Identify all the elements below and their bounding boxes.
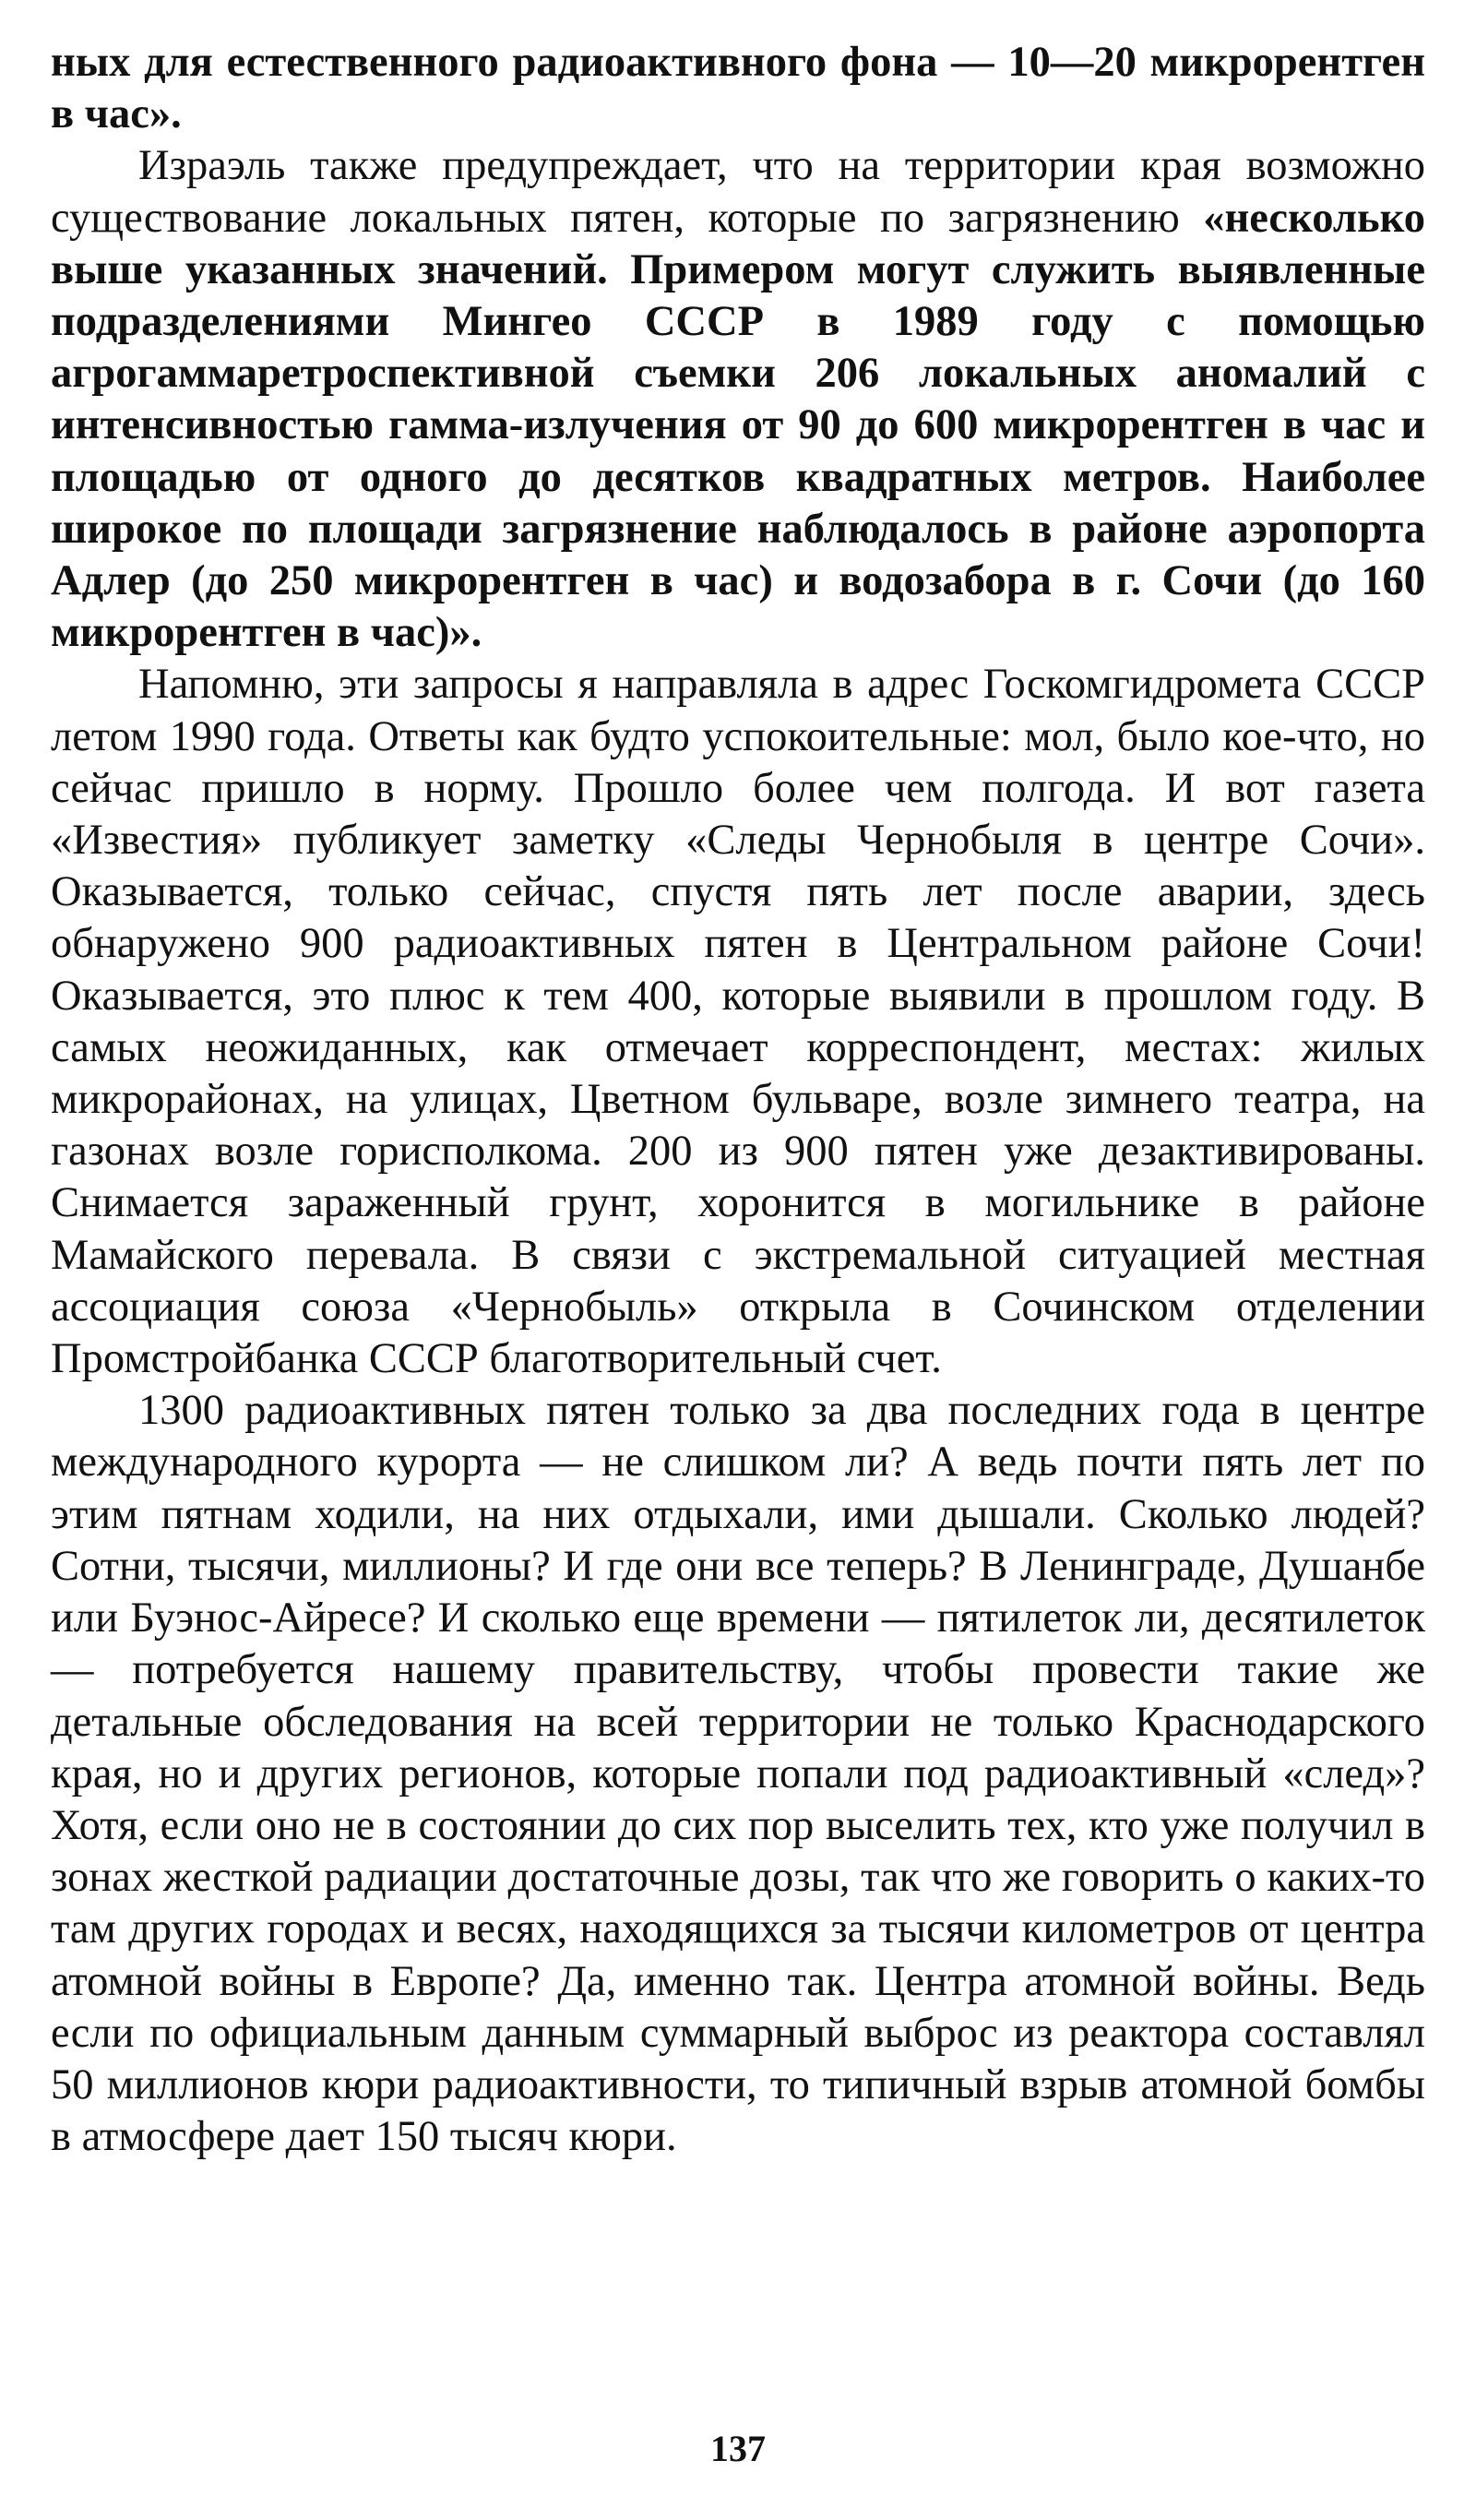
paragraph-4 bbox=[51, 1385, 1425, 2163]
paragraph-2-regular-text: Израэль также предупреждает, что на территории края возможно существование локальных пятен, которые по загрязнению bbox=[51, 142, 1425, 242]
paragraph-1-bold-text: ных для естественного радиоактивного фона — 10—20 микрорентген в час». bbox=[51, 39, 1425, 138]
paragraph-3 bbox=[51, 659, 1425, 1385]
page-number: 137 bbox=[710, 2428, 766, 2469]
paragraph-2-bold-quote: «несколько выше указанных значений. Примером могут служить выявленные подразделениями Мингео СССР в 1989 году с помощью агрогаммаретроспективной съемки 206 локальных аномалий с интенсивностью гамма-излучения от 90 до 600 микрорентген в час и площадью от одного до десятков квадратных метров. Наиболее широкое по площади загрязнение наблюдалось в районе аэропорта Адлер (до 250 микрорентген в час) и водозабора в г. Сочи (до 160 микрорентген в час)». bbox=[51, 194, 1425, 657]
paragraph-1 bbox=[51, 37, 1425, 140]
body-text bbox=[51, 37, 1425, 2163]
paragraph-2 bbox=[51, 140, 1425, 659]
paragraph-4-text: 1300 радиоактивных пятен только за два последних года в центре международного курорта — не слишком ли? А ведь почти пять лет по этим пятнам ходили, на них отдыхали, ими дышали. Сколько людей? Сотни, тысячи, миллионы? И где они все теперь? В Ленинграде, Душанбе или Буэнос-Айресе? И сколько еще времени — пятилеток ли, десятилеток — потребуется нашему правительству, чтобы провести такие же детальные обследования на всей территории не только Краснодарского края, но и других регионов, которые попали под радиоактивный «след»? Хотя, если оно не в состоянии до сих пор выселить тех, кто уже получил в зонах жесткой радиации достаточные дозы, так что же говорить о каких-то там других городах и весях, находящихся за тысячи километров от центра атомной войны в Европе? Да, именно так. Центра атомной войны. Ведь если по официальным данным суммарный выброс из реактора составлял 50 миллионов кюри радиоактивности, то типичный взрыв атомной бомбы в атмосфере дает 150 тысяч кюри. bbox=[51, 1387, 1425, 2161]
paragraph-3-text: Напомню, эти запросы я направляла в адрес Госкомгидромета СССР летом 1990 года. Ответы как будто успокоительные: мол, было кое-что, но сейчас пришло в норму. Прошло более чем полгода. И вот газета «Известия» публикует заметку «Следы Чернобыля в центре Сочи». Оказывается, только сейчас, спустя пять лет после аварии, здесь обнаружено 900 радиоактивных пятен в Центральном районе Сочи! Оказывается, это плюс к тем 400, которые выявили в прошлом году. В самых неожиданных, как отмечает корреспондент, местах: жилых микрорайонах, на улицах, Цветном бульваре, возле зимнего театра, на газонах возле горисполкома. 200 из 900 пятен уже дезактивированы. Снимается зараженный грунт, хоронится в могильнике в районе Мамайского перевала. В связи с экстремальной ситуацией местная ассоциация союза «Чернобыль» открыла в Сочинском отделении Промстройбанка СССР благотворительный счет. bbox=[51, 661, 1425, 1383]
